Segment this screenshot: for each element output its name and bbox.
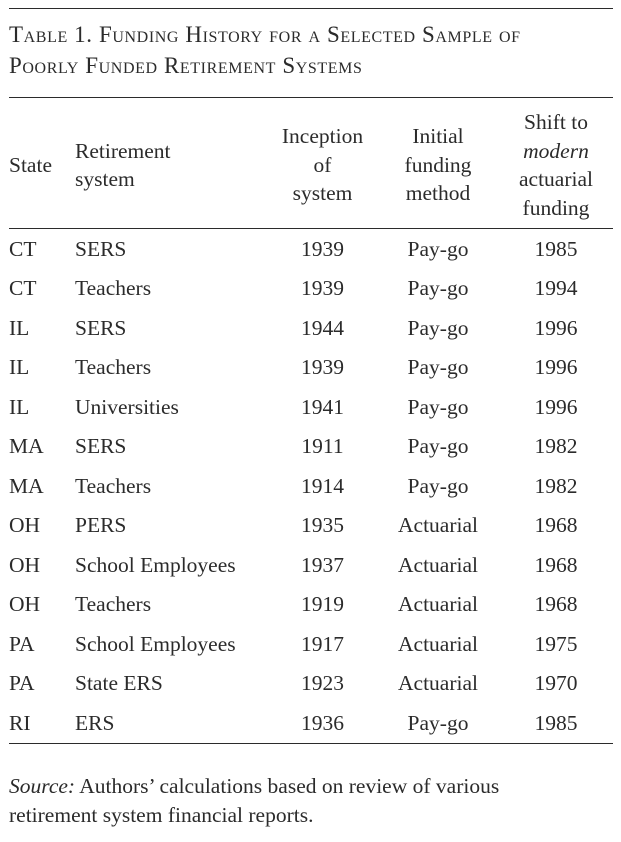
table-figure <box>9 8 613 830</box>
source-note-line-2: retirement system financial reports. <box>9 802 314 827</box>
table-row <box>9 506 613 546</box>
header-method-line-1: Initial <box>412 124 464 149</box>
cell-inception: 1937 <box>301 552 344 577</box>
header-shift <box>499 98 613 229</box>
cell-inception: 1911 <box>301 434 344 459</box>
cell-state: OH <box>9 592 41 617</box>
source-text: Authors’ calculations based on review of various <box>75 773 500 798</box>
header-state-label: State <box>9 152 52 177</box>
table-row <box>9 387 613 427</box>
header-shift-line-3: actuarial <box>518 167 593 191</box>
cell-retirement-system: Teachers <box>75 276 152 301</box>
cell-funding-method: Pay-go <box>377 703 499 743</box>
cell-retirement-system: SERS <box>75 236 127 261</box>
cell-inception: 1939 <box>301 355 344 380</box>
cell-retirement-system: Universities <box>75 394 179 419</box>
cell-retirement-system: Teachers <box>75 592 152 617</box>
cell-retirement-system: ERS <box>75 703 268 743</box>
cell-state: PA <box>9 671 35 696</box>
cell-state: IL <box>9 394 30 419</box>
cell-inception: 1935 <box>301 513 344 538</box>
cell-shift-year: 1996 <box>534 315 578 340</box>
cell-state: OH <box>9 552 41 577</box>
cell-funding-method: Pay-go <box>407 434 469 459</box>
cell-shift-year: 1985 <box>499 703 613 743</box>
cell-inception: 1919 <box>301 592 344 617</box>
source-label: Source: <box>9 773 76 798</box>
source-note <box>9 772 613 830</box>
header-shift-line-2: modern <box>523 138 589 163</box>
cell-funding-method: Actuarial <box>398 671 478 696</box>
cell-state: MA <box>9 434 44 459</box>
table-row <box>9 624 613 664</box>
table-row <box>9 427 613 467</box>
cell-shift-year: 1982 <box>534 434 578 459</box>
table-row <box>9 269 613 309</box>
cell-state: CT <box>9 236 37 261</box>
cell-funding-method: Pay-go <box>407 355 469 380</box>
cell-shift-year: 1968 <box>534 592 578 617</box>
table-caption <box>9 19 613 81</box>
cell-shift-year: 1994 <box>534 276 578 301</box>
cell-funding-method: Actuarial <box>398 513 478 538</box>
header-system-line-2: system <box>75 167 135 191</box>
cell-retirement-system: SERS <box>75 315 127 340</box>
cell-state: OH <box>9 513 41 538</box>
cell-retirement-system: PERS <box>75 513 127 538</box>
cell-inception: 1936 <box>268 703 377 743</box>
cell-funding-method: Actuarial <box>398 631 478 656</box>
table-header <box>9 98 613 229</box>
cell-inception: 1914 <box>301 473 344 498</box>
cell-funding-method: Pay-go <box>407 276 469 301</box>
header-inception <box>268 98 377 229</box>
cell-inception: 1944 <box>301 315 344 340</box>
table-row <box>9 545 613 585</box>
cell-inception: 1939 <box>301 236 344 261</box>
cell-funding-method: Pay-go <box>407 315 469 340</box>
source-note-line-1 <box>9 772 613 801</box>
cell-retirement-system: School Employees <box>75 552 236 577</box>
table-body <box>9 229 613 744</box>
cell-funding-method: Pay-go <box>407 236 469 261</box>
cell-shift-year: 1996 <box>534 355 578 380</box>
cell-state: MA <box>9 473 44 498</box>
cell-inception: 1917 <box>301 631 344 656</box>
caption-line-2: Poorly Funded Retirement Systems <box>9 53 363 78</box>
caption-line-1: Table 1. Funding History for a Selected Sample of <box>9 22 521 47</box>
cell-state: IL <box>9 315 30 340</box>
cell-shift-year: 1982 <box>534 473 578 498</box>
cell-inception: 1939 <box>301 276 344 301</box>
cell-retirement-system: Teachers <box>75 473 152 498</box>
cell-inception: 1941 <box>301 394 344 419</box>
cell-funding-method: Actuarial <box>398 592 478 617</box>
cell-shift-year: 1975 <box>534 631 578 656</box>
table-row <box>9 308 613 348</box>
cell-funding-method: Pay-go <box>407 473 469 498</box>
header-method-line-2: funding <box>404 152 472 177</box>
table-row <box>9 229 613 269</box>
cell-shift-year: 1968 <box>534 513 578 538</box>
header-inception-line-2: of <box>313 152 332 177</box>
cell-shift-year: 1985 <box>534 236 578 261</box>
table-row <box>9 585 613 625</box>
cell-inception: 1923 <box>301 671 344 696</box>
header-method-line-3: method <box>405 181 471 206</box>
header-inception-line-3: system <box>292 181 353 206</box>
funding-history-table <box>9 98 613 744</box>
cell-state: IL <box>9 355 30 380</box>
header-system-line-1: Retirement <box>75 138 171 163</box>
cell-state: RI <box>9 703 75 743</box>
cell-retirement-system: School Employees <box>75 631 236 656</box>
cell-shift-year: 1970 <box>534 671 578 696</box>
cell-shift-year: 1996 <box>534 394 578 419</box>
cell-funding-method: Pay-go <box>407 394 469 419</box>
table-row <box>9 348 613 388</box>
cell-retirement-system: Teachers <box>75 355 152 380</box>
header-shift-line-4: funding <box>522 195 590 220</box>
header-funding-method <box>377 98 499 229</box>
top-rule <box>9 8 613 9</box>
cell-state: CT <box>9 276 37 301</box>
header-shift-line-1: Shift to <box>524 110 588 134</box>
table-row <box>9 703 613 743</box>
cell-retirement-system: SERS <box>75 434 127 459</box>
cell-funding-method: Actuarial <box>398 552 478 577</box>
header-row <box>9 98 613 229</box>
header-inception-line-1: Inception <box>281 124 364 149</box>
cell-state: PA <box>9 631 35 656</box>
table-row <box>9 466 613 506</box>
header-retirement-system <box>75 98 268 229</box>
cell-retirement-system: State ERS <box>75 671 163 696</box>
header-state <box>9 98 75 229</box>
table-row <box>9 664 613 704</box>
cell-shift-year: 1968 <box>534 552 578 577</box>
